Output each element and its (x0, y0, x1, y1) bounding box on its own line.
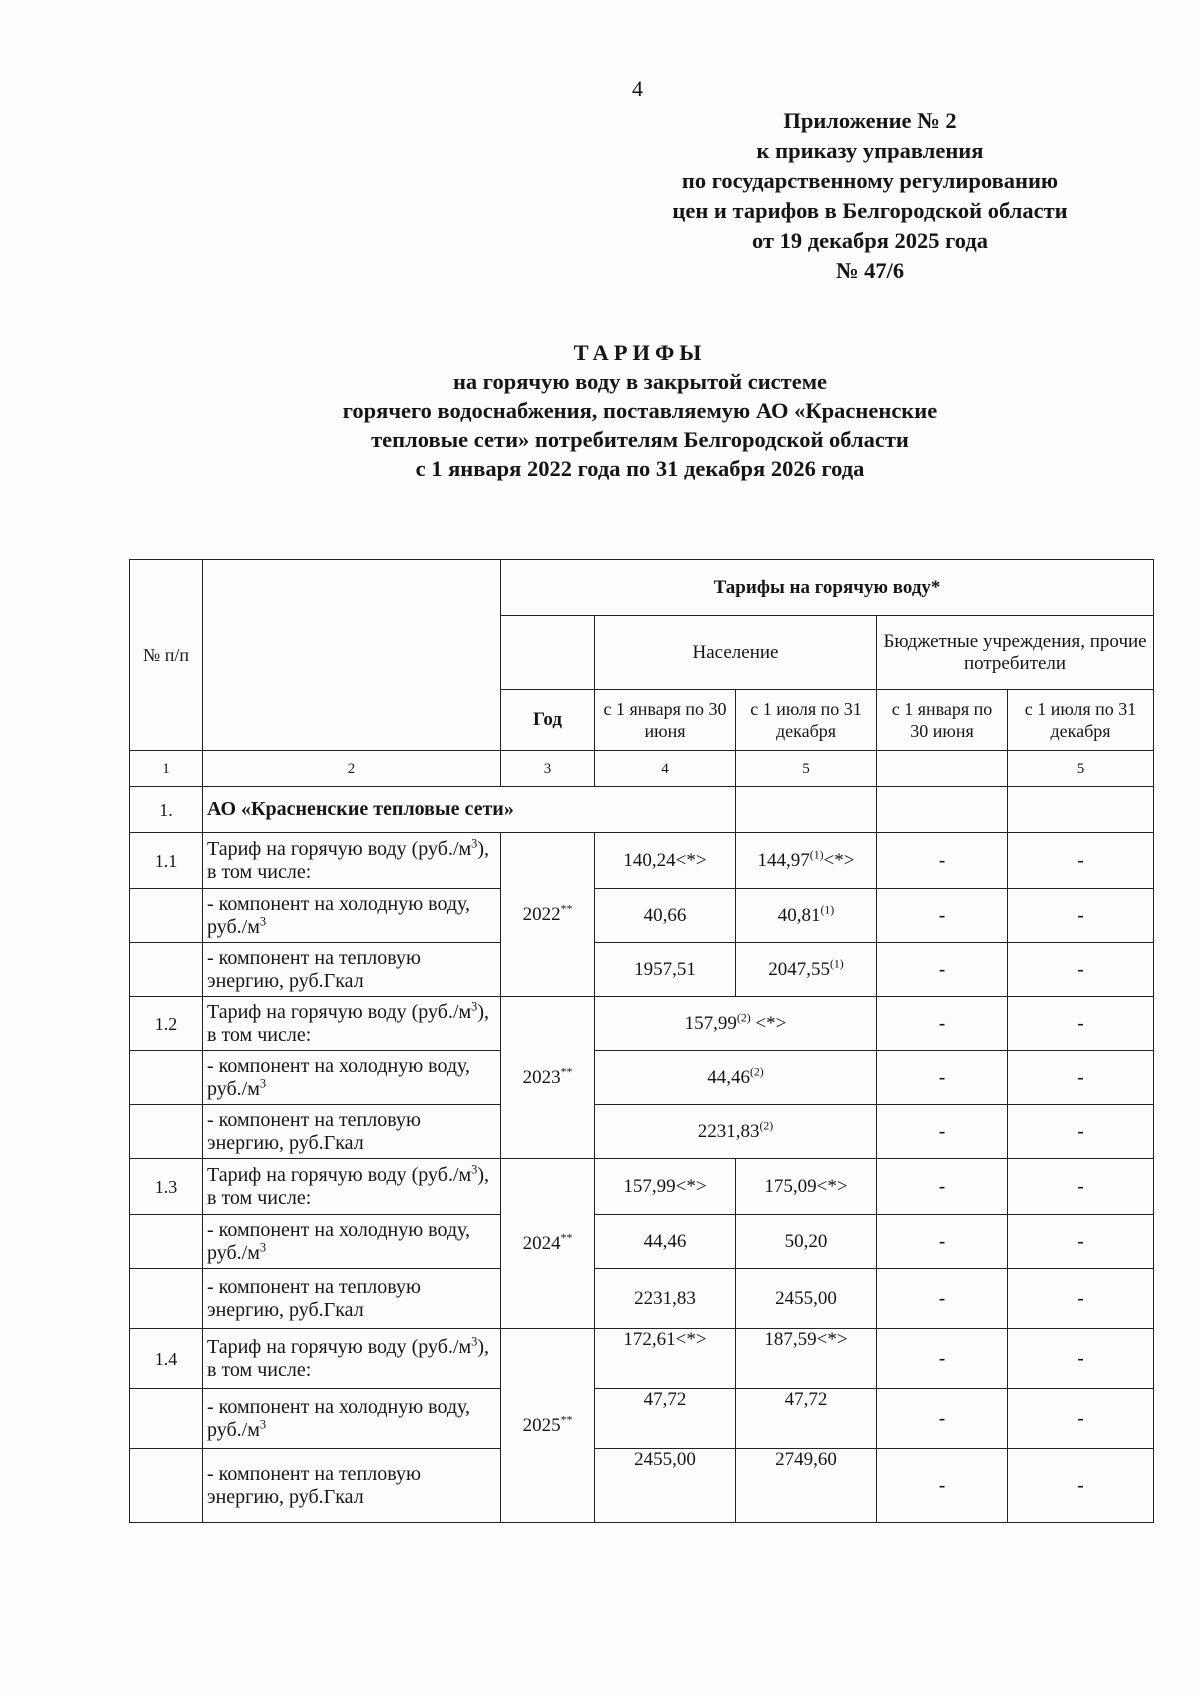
tariff-value (736, 1449, 877, 1523)
value-footnote: (2) (750, 1065, 764, 1079)
label-superscript: 3 (259, 1416, 267, 1431)
year-text: 2022 (522, 903, 561, 925)
row-num (130, 943, 203, 997)
tariff-value (736, 889, 877, 943)
row-num (130, 1269, 203, 1329)
heat-label (203, 1269, 501, 1329)
period-header: с 1 января по 30 июня (877, 690, 1008, 751)
label-superscript: 3 (471, 1333, 478, 1348)
value-text: - (1077, 958, 1084, 980)
label-text: Тариф на горячую воду (руб./м (207, 1335, 472, 1358)
value-text: - (1077, 1347, 1084, 1369)
tariff-value (877, 1215, 1008, 1269)
label-text: - компонент на тепловую энергию, руб.Гкал (207, 1275, 421, 1321)
value-text: 2749,60 (775, 1449, 837, 1470)
tariff-value (1008, 1449, 1154, 1523)
tariff-value (1008, 1159, 1154, 1215)
year-header: Год (501, 690, 595, 751)
row-num: 1.3 (130, 1159, 203, 1215)
cold-label (203, 889, 501, 943)
label-text: - компонент на холодную воду, руб./м (207, 1218, 471, 1264)
tariff-label (203, 833, 501, 889)
org-num: 1. (130, 787, 203, 833)
tariff-value (595, 1449, 736, 1523)
appendix-line: Приложение № 2 (783, 108, 957, 133)
value-text: 157,99 (684, 1012, 737, 1034)
title-line: горячего водоснабжения, поставляемую АО «Красненские (342, 398, 938, 423)
page-number: 4 (632, 76, 643, 101)
label-text: - компонент на тепловую энергию, руб.Гкал (207, 1108, 421, 1154)
tariffs-header: Тарифы на горячую воду* (501, 560, 1154, 616)
col-num-header: № п/п (130, 560, 203, 751)
year-group-header (501, 616, 595, 690)
tariff-value (1008, 943, 1154, 997)
tariff-value (736, 1389, 877, 1449)
tariff-value (877, 1051, 1008, 1105)
tariffs-table-body (130, 560, 1154, 1523)
row-num (130, 1389, 203, 1449)
value-text: 2231,83 (697, 1120, 760, 1142)
label-superscript: 3 (471, 1161, 478, 1176)
tariff-value (736, 1269, 877, 1329)
value-text: 144,97 (757, 849, 810, 871)
empty-cell (877, 787, 1008, 833)
col-name-header (203, 560, 501, 751)
value-text: 47,72 (784, 1389, 828, 1410)
value-text: - (938, 1287, 946, 1309)
label-superscript: 3 (259, 1239, 267, 1254)
title-main: ТАРИФЫ (573, 340, 707, 365)
year-text: 2023 (522, 1066, 561, 1088)
tariffs-table (129, 559, 1154, 1523)
budget-header: Бюджетные учреждения, прочие потребители (877, 616, 1154, 690)
label-text: - компонент на тепловую энергию, руб.Гкал (207, 1462, 421, 1508)
value-text: 2455,00 (775, 1287, 837, 1309)
value-text: - (938, 1407, 946, 1429)
tariff-value (877, 1105, 1008, 1159)
value-text: 2047,55 (768, 958, 830, 980)
year-cell (501, 1159, 595, 1329)
year-footnote: ** (560, 1413, 573, 1427)
tariff-value (877, 833, 1008, 889)
tariff-value (595, 1269, 736, 1329)
tariff-row (130, 1389, 1154, 1449)
value-text: 40,66 (643, 904, 687, 926)
empty-cell (736, 787, 877, 833)
tariff-row (130, 889, 1154, 943)
tariff-value (877, 1269, 1008, 1329)
label-text: ), в том числе: (207, 837, 490, 883)
label-text: - компонент на холодную воду, руб./м (207, 1395, 471, 1441)
tariff-value (595, 1215, 736, 1269)
value-text: - (938, 849, 946, 871)
index-cell: 3 (501, 751, 595, 787)
org-name: АО «Красненские тепловые сети» (203, 787, 736, 833)
heat-label (203, 1105, 501, 1159)
value-text: - (938, 1012, 946, 1034)
value-text: 2231,83 (634, 1287, 696, 1309)
appendix-line: от 19 декабря 2025 года (751, 228, 989, 253)
tariff-value (595, 943, 736, 997)
period-header: с 1 июля по 31 декабря (1008, 690, 1154, 751)
row-num (130, 1105, 203, 1159)
value-text: - (1077, 849, 1084, 871)
value-footnote: (1) (830, 957, 844, 971)
value-footnote: (2) (736, 1011, 751, 1025)
value-text: - (1077, 1012, 1084, 1034)
row-num (130, 1215, 203, 1269)
value-text: 157,99<*> (623, 1175, 707, 1197)
label-text: - компонент на холодную воду, руб./м (207, 1054, 471, 1100)
label-text: ), в том числе: (207, 1000, 490, 1046)
tariff-row (130, 1215, 1154, 1269)
tariff-value (877, 1329, 1008, 1389)
tariff-row (130, 1159, 1154, 1215)
tariff-row (130, 1329, 1154, 1389)
tariff-label (203, 1329, 501, 1389)
value-text: 187,59<*> (764, 1329, 848, 1350)
tariff-value (736, 1329, 877, 1389)
value-text: - (938, 904, 946, 926)
value-text: - (1077, 1407, 1084, 1429)
tariff-value (736, 1159, 877, 1215)
index-row (130, 751, 1154, 787)
label-text: Тариф на горячую воду (руб./м (207, 837, 472, 860)
index-cell (877, 751, 1008, 787)
label-text: Тариф на горячую воду (руб./м (207, 1163, 472, 1186)
tariff-row (130, 1051, 1154, 1105)
label-superscript: 3 (259, 1075, 267, 1090)
value-text: 50,20 (784, 1230, 828, 1252)
label-superscript: 3 (471, 998, 478, 1013)
value-text: - (1077, 1287, 1084, 1309)
header-row (130, 560, 1154, 616)
value-footnote: (1) (820, 903, 835, 917)
label-text: - компонент на тепловую энергию, руб.Гкал (207, 946, 421, 992)
index-cell: 2 (203, 751, 501, 787)
tariff-label (203, 997, 501, 1051)
tariff-row (130, 1269, 1154, 1329)
value-text: - (1077, 1474, 1084, 1496)
appendix-line: № 47/6 (835, 258, 905, 283)
value-text: - (1077, 1120, 1084, 1142)
index-cell: 1 (130, 751, 203, 787)
year-cell (501, 1329, 595, 1523)
value-text: - (938, 1066, 946, 1088)
tariff-row (130, 833, 1154, 889)
title-line: тепловые сети» потребителям Белгородской области (371, 427, 909, 452)
value-text: - (1077, 1230, 1084, 1252)
tariff-value (1008, 1329, 1154, 1389)
value-text: - (1077, 1066, 1084, 1088)
tariff-value (1008, 1105, 1154, 1159)
label-text: ), в том числе: (207, 1163, 490, 1209)
index-cell: 4 (595, 751, 736, 787)
value-text: 1957,51 (634, 958, 696, 980)
value-text: 47,72 (643, 1389, 687, 1410)
row-num: 1.2 (130, 997, 203, 1051)
label-text: ), в том числе: (207, 1335, 490, 1381)
value-text: 175,09<*> (764, 1175, 848, 1197)
tariff-value (736, 833, 877, 889)
tariff-value (595, 833, 736, 889)
tariff-row (130, 1105, 1154, 1159)
period-header: с 1 января по 30 июня (595, 690, 736, 751)
value-text: 44,46 (707, 1066, 750, 1088)
label-text: Тариф на горячую воду (руб./м (207, 1000, 472, 1023)
row-num (130, 1051, 203, 1105)
row-num (130, 889, 203, 943)
value-footnote: (1) (809, 848, 824, 862)
value-text: - (938, 1175, 946, 1197)
tariff-value (1008, 1269, 1154, 1329)
empty-cell (1008, 787, 1154, 833)
label-text: - компонент на холодную воду, руб./м (207, 892, 471, 938)
tariff-value (877, 1389, 1008, 1449)
tariff-value (736, 943, 877, 997)
population-header: Население (595, 616, 877, 690)
org-row (130, 787, 1154, 833)
label-superscript: 3 (471, 835, 478, 850)
tariff-value (1008, 833, 1154, 889)
row-num: 1.4 (130, 1329, 203, 1389)
value-footnote: (2) (759, 1119, 774, 1133)
index-cell: 5 (736, 751, 877, 787)
tariff-value (595, 889, 736, 943)
document-title (160, 338, 1120, 483)
tariff-value (736, 1215, 877, 1269)
appendix-line: к приказу управления (756, 138, 984, 163)
appendix-line: цен и тарифов в Белгородской области (672, 198, 1068, 223)
tariff-value (877, 943, 1008, 997)
value-text: <*> (823, 849, 855, 871)
row-num: 1.1 (130, 833, 203, 889)
cold-label (203, 1215, 501, 1269)
tariff-value (1008, 1389, 1154, 1449)
value-text: 44,46 (643, 1230, 687, 1252)
value-text: - (938, 1120, 946, 1142)
heat-label (203, 943, 501, 997)
appendix-header (630, 106, 1110, 286)
tariff-value (1008, 1051, 1154, 1105)
index-cell: 5 (1008, 751, 1154, 787)
cold-label (203, 1051, 501, 1105)
year-cell (501, 997, 595, 1159)
tariff-value-merged (595, 1051, 877, 1105)
tariff-value (877, 997, 1008, 1051)
value-text: 140,24<*> (623, 849, 707, 871)
value-text: - (1077, 904, 1084, 926)
tariff-value (595, 1329, 736, 1389)
tariff-value (1008, 1215, 1154, 1269)
row-num (130, 1449, 203, 1523)
period-header: с 1 июля по 31 декабря (736, 690, 877, 751)
tariff-value (1008, 889, 1154, 943)
tariff-value (877, 1449, 1008, 1523)
year-cell (501, 833, 595, 997)
tariff-value-merged (595, 997, 877, 1051)
tariff-value (595, 1159, 736, 1215)
value-text: 40,81 (777, 904, 821, 926)
tariff-value (1008, 997, 1154, 1051)
title-line: с 1 января 2022 года по 31 декабря 2026 года (415, 456, 865, 481)
year-text: 2024 (522, 1232, 561, 1254)
tariff-value (595, 1389, 736, 1449)
year-footnote: ** (560, 1065, 573, 1079)
tariff-value (877, 1159, 1008, 1215)
tariff-row (130, 997, 1154, 1051)
tariff-row (130, 1449, 1154, 1523)
tariff-label (203, 1159, 501, 1215)
tariff-value-merged (595, 1105, 877, 1159)
year-footnote: ** (560, 902, 573, 916)
heat-label (203, 1449, 501, 1523)
value-text: - (938, 1347, 946, 1369)
cold-label (203, 1389, 501, 1449)
year-text: 2025 (522, 1414, 561, 1436)
value-text: - (938, 958, 946, 980)
tariff-value (877, 889, 1008, 943)
value-text: - (1077, 1175, 1084, 1197)
tariff-row (130, 943, 1154, 997)
value-text: - (938, 1474, 946, 1496)
value-text: 172,61<*> (623, 1329, 707, 1350)
label-superscript: 3 (259, 913, 267, 928)
year-footnote: ** (560, 1231, 573, 1245)
title-line: на горячую воду в закрытой системе (452, 369, 828, 394)
value-text: - (938, 1230, 946, 1252)
value-text: 2455,00 (634, 1449, 696, 1470)
appendix-line: по государственному регулированию (681, 168, 1059, 193)
value-text: <*> (750, 1012, 787, 1034)
